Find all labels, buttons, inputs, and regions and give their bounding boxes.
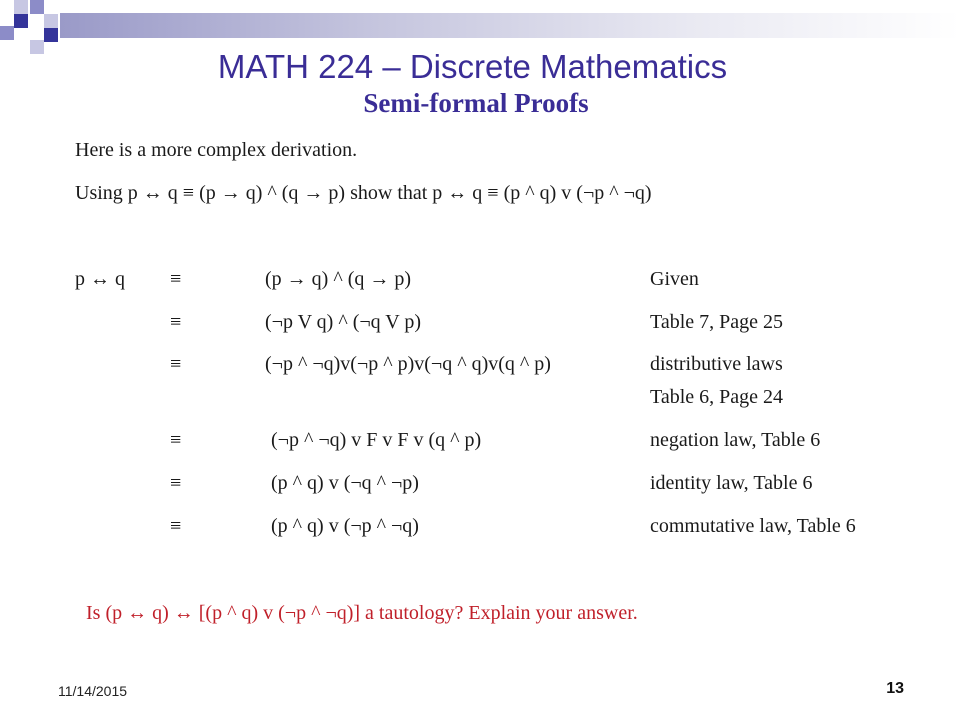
- tautology-question: Is (p ↔ q) ↔ [(p ^ q) v (¬p ^ ¬q)] a tautology? Explain your answer.: [86, 602, 638, 624]
- slide-title: MATH 224 – Discrete Mathematics: [217, 48, 728, 85]
- deco-square: [44, 28, 58, 42]
- derivation-expr: (p ^ q) v (¬p ^ ¬q): [271, 515, 419, 537]
- derivation-reason: identity law, Table 6: [650, 472, 813, 494]
- equiv-symbol: ≡: [170, 515, 182, 537]
- equiv-symbol: ≡: [170, 472, 182, 494]
- header-gradient-bar: [60, 13, 960, 38]
- derivation-reason-continued: Table 6, Page 24: [650, 386, 784, 408]
- derivation-reason: Given: [650, 268, 699, 290]
- derivation-expr: (¬p ^ ¬q) v F v F v (q ^ p): [271, 429, 482, 451]
- derivation-reason: negation law, Table 6: [650, 429, 821, 451]
- derivation-expr: (p ^ q) v (¬q ^ ¬p): [271, 472, 419, 494]
- task-statement: Using p ↔ q ≡ (p → q) ^ (q → p) show that p ↔ q ≡ (p ^ q) v (¬p ^ ¬q): [75, 182, 652, 204]
- equiv-symbol: ≡: [170, 268, 182, 290]
- derivation-expr: (¬p V q) ^ (¬q V p): [265, 311, 422, 333]
- footer-date: 11/14/2015: [58, 683, 128, 699]
- derivation-reason: commutative law, Table 6: [650, 515, 856, 537]
- equiv-symbol: ≡: [170, 311, 182, 333]
- slide-subtitle: Semi-formal Proofs: [363, 88, 589, 118]
- derivation-reason: Table 7, Page 25: [650, 311, 784, 333]
- deco-square: [44, 14, 58, 28]
- deco-square: [0, 26, 14, 40]
- intro-text: Here is a more complex derivation.: [75, 139, 358, 161]
- deco-square: [30, 0, 44, 14]
- deco-square: [14, 14, 28, 28]
- equiv-symbol: ≡: [170, 429, 182, 451]
- page-number: 13: [886, 680, 904, 697]
- derivation-lhs: p ↔ q: [75, 268, 125, 290]
- deco-square: [14, 0, 28, 14]
- derivation-expr: (¬p ^ ¬q)v(¬p ^ p)v(¬q ^ q)v(q ^ p): [265, 353, 551, 375]
- derivation-expr: (p → q) ^ (q → p): [265, 268, 412, 290]
- equiv-symbol: ≡: [170, 353, 182, 375]
- derivation-reason: distributive laws: [650, 353, 783, 375]
